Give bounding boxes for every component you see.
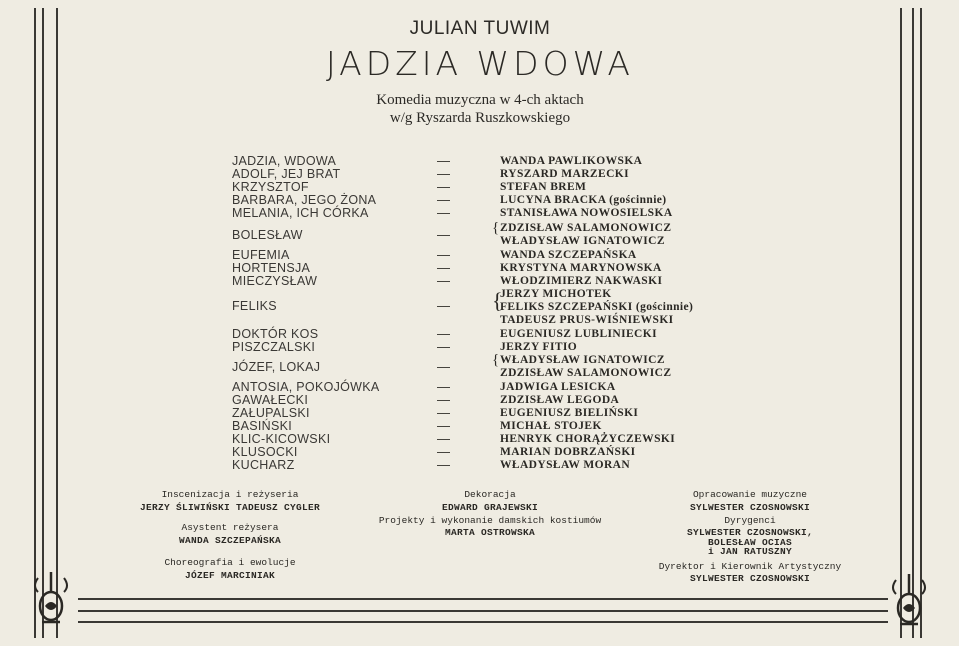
music-name: SYLWESTER CZOSNOWSKI bbox=[689, 502, 811, 513]
choreography-name: JÓZEF MARCINIAK bbox=[184, 570, 275, 581]
cast-role: HORTENSJA bbox=[232, 261, 311, 275]
cast-actor: ZDZISŁAW SALAMONOWICZ bbox=[500, 222, 672, 234]
cast-dash: — bbox=[437, 405, 450, 420]
cast-actor: JERZY MICHOTEK bbox=[500, 288, 612, 300]
cast-role: JADZIA, WDOWA bbox=[232, 154, 337, 168]
assistant-label: Asystent reżysera bbox=[181, 522, 279, 533]
costume-name: MARTA OSTROWSKA bbox=[444, 527, 535, 538]
cast-role: KLIC-KICOWSKI bbox=[232, 432, 331, 446]
cast-role: KLUSOCKI bbox=[232, 445, 298, 459]
music-label: Opracowanie muzyczne bbox=[692, 489, 808, 500]
subtitle-source: w/g Ryszarda Ruszkowskiego bbox=[389, 110, 571, 126]
cast-role: ZAŁUPALSKI bbox=[232, 406, 310, 420]
cast-role: BOLESŁAW bbox=[232, 228, 303, 242]
cast-actor: EUGENIUSZ BIELIŃSKI bbox=[500, 407, 639, 419]
cast-actor: WŁODZIMIERZ NAKWASKI bbox=[500, 275, 663, 287]
cast-dash: — bbox=[437, 227, 450, 242]
cast-actor: EUGENIUSZ LUBLINIECKI bbox=[500, 328, 657, 340]
cast-actor: WŁADYSŁAW IGNATOWICZ bbox=[500, 354, 665, 366]
cast-actor: ZDZISŁAW SALAMONOWICZ bbox=[500, 367, 672, 379]
cast-actor: STANISŁAWA NOWOSIELSKA bbox=[500, 207, 673, 219]
frame-line-bottom-2 bbox=[78, 610, 888, 612]
author-name: JULIAN TUWIM bbox=[409, 18, 551, 39]
cast-dash: — bbox=[437, 379, 450, 394]
director-name: SYLWESTER CZOSNOWSKI bbox=[689, 573, 811, 584]
cast-actor: TADEUSZ PRUS-WIŚNIEWSKI bbox=[500, 314, 674, 326]
cast-actor: RYSZARD MARZECKI bbox=[500, 168, 629, 180]
lute-vase-ornament-icon bbox=[886, 570, 932, 630]
frame-line-bottom-1 bbox=[78, 598, 888, 600]
staging-names: JERZY ŚLIWIŃSKI TADEUSZ CYGLER bbox=[139, 502, 321, 513]
cast-dash: — bbox=[437, 298, 450, 313]
cast-actor: MARIAN DOBRZAŃSKI bbox=[500, 446, 636, 458]
frame-line-bottom-3 bbox=[78, 621, 888, 623]
cast-role: KUCHARZ bbox=[232, 458, 295, 472]
cast-actor: WANDA PAWLIKOWSKA bbox=[500, 155, 643, 167]
cast-role: KRZYSZTOF bbox=[232, 180, 309, 194]
cast-dash: — bbox=[437, 260, 450, 275]
cast-role: PISZCZALSKI bbox=[232, 340, 316, 354]
cast-role: EUFEMIA bbox=[232, 248, 290, 262]
cast-actor: ZDZISŁAW LEGODA bbox=[500, 394, 620, 406]
cast-dash: — bbox=[437, 431, 450, 446]
conductor-name: i JAN RATUSZNY bbox=[707, 546, 792, 557]
cast-role: MIECZYSŁAW bbox=[232, 274, 318, 288]
decor-label: Dekoracja bbox=[464, 489, 516, 500]
cast-dash: — bbox=[437, 205, 450, 220]
cast-dash: — bbox=[437, 166, 450, 181]
costume-label: Projekty i wykonanie damskich kostiumów bbox=[378, 515, 602, 526]
alternate-brace: { bbox=[492, 352, 500, 368]
assistant-name: WANDA SZCZEPAŃSKA bbox=[178, 535, 281, 546]
director-label: Dyrektor i Kierownik Artystyczny bbox=[658, 561, 842, 572]
cast-actor: WANDA SZCZEPAŃSKA bbox=[500, 249, 637, 261]
cast-list bbox=[0, 154, 959, 474]
cast-role: DOKTÓR KOS bbox=[232, 327, 319, 341]
cast-dash: — bbox=[437, 273, 450, 288]
cast-dash: — bbox=[437, 192, 450, 207]
cast-role: MELANIA, ICH CÓRKA bbox=[232, 206, 369, 220]
cast-actor: WŁADYSŁAW MORAN bbox=[500, 459, 631, 471]
cast-actor: HENRYK CHORĄŻYCZEWSKI bbox=[500, 433, 676, 445]
alternate-brace: { bbox=[492, 288, 503, 313]
cast-role: FELIKS bbox=[232, 299, 277, 313]
cast-actor: KRYSTYNA MARYNOWSKA bbox=[500, 262, 662, 274]
cast-actor: LUCYNA BRACKA (gościnnie) bbox=[500, 194, 667, 206]
cast-actor: FELIKS SZCZEPAŃSKI (gościnnie) bbox=[500, 301, 694, 313]
cast-dash: — bbox=[437, 153, 450, 168]
cast-role: ADOLF, JEJ BRAT bbox=[232, 167, 341, 181]
cast-actor: JADWIGA LESICKA bbox=[500, 381, 616, 393]
subtitle-genre: Komedia muzyczna w 4-ch aktach bbox=[376, 92, 584, 108]
choreography-label: Choreografia i ewolucje bbox=[164, 557, 296, 568]
cast-dash: — bbox=[437, 457, 450, 472]
cast-role: JÓZEF, LOKAJ bbox=[232, 360, 321, 374]
cast-actor: MICHAŁ STOJEK bbox=[500, 420, 602, 432]
lute-vase-ornament-icon bbox=[28, 568, 74, 628]
cast-actor: JERZY FITIO bbox=[500, 341, 578, 353]
cast-role: GAWAŁECKI bbox=[232, 393, 309, 407]
cast-dash: — bbox=[437, 179, 450, 194]
cast-dash: — bbox=[437, 444, 450, 459]
decor-name: EDWARD GRAJEWSKI bbox=[441, 502, 538, 513]
cast-role: BASIŃSKI bbox=[232, 419, 293, 433]
cast-role: BARBARA, JEGO ŻONA bbox=[232, 193, 377, 207]
cast-role: ANTOSIA, POKOJÓWKA bbox=[232, 380, 380, 394]
cast-actor: STEFAN BREM bbox=[500, 181, 587, 193]
play-title: JADZIA WDOWA bbox=[326, 44, 634, 83]
cast-dash: — bbox=[437, 359, 450, 374]
cast-dash: — bbox=[437, 392, 450, 407]
cast-dash: — bbox=[437, 247, 450, 262]
alternate-brace: { bbox=[492, 220, 500, 236]
cast-dash: — bbox=[437, 339, 450, 354]
cast-dash: — bbox=[437, 418, 450, 433]
cast-dash: — bbox=[437, 326, 450, 341]
staging-label: Inscenizacja i reżyseria bbox=[161, 489, 299, 500]
conductor-name: BOLESŁAW OCIAS bbox=[707, 537, 792, 548]
cast-actor: WŁADYSŁAW IGNATOWICZ bbox=[500, 235, 665, 247]
conductors-label: Dyrygenci bbox=[724, 515, 776, 526]
conductor-name: SYLWESTER CZOSNOWSKI, bbox=[686, 527, 814, 538]
